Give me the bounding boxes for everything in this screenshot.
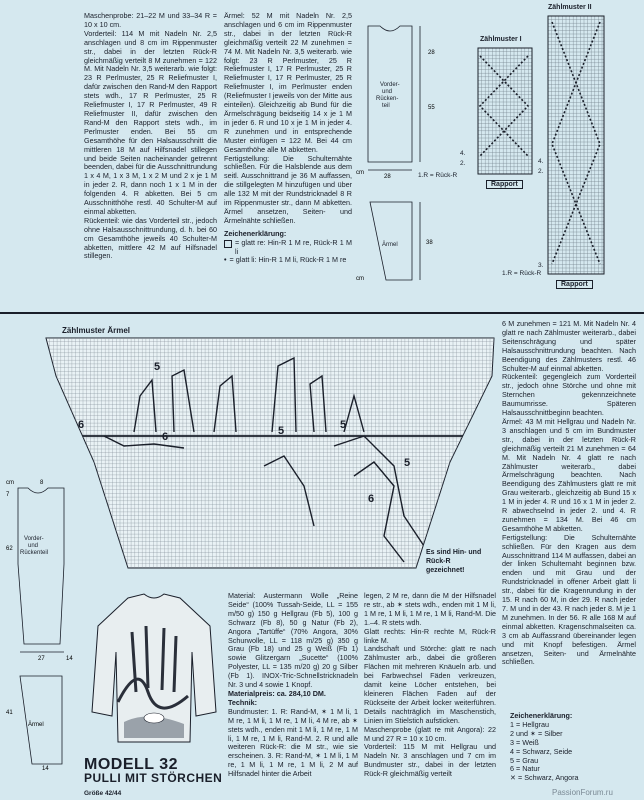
sleeve-chart-number: 5 bbox=[340, 419, 347, 431]
material-p3: Technik: bbox=[228, 697, 258, 707]
top-legend-1: = glatt re: Hin-R 1 M re, Rück-R 1 M li bbox=[235, 237, 352, 256]
mid-p2: Glatt rechts: Hin-R rechte M, Rück-R linke M. bbox=[364, 626, 496, 645]
top-legend-title: Zeichenerklärung: bbox=[224, 228, 287, 238]
bottom-legend-title: Zeichenerklärung: bbox=[510, 711, 573, 720]
bottom-legend-2: 2 und ✶ = Silber bbox=[510, 728, 563, 738]
front-piece-outline-2 bbox=[18, 488, 64, 644]
sweater-photo bbox=[88, 592, 220, 750]
model-subtitle: PULLI MIT STÖRCHEN bbox=[84, 771, 223, 785]
top-col1-p3: Rückenteil: wie das Vorderteil str., jedoch ohne Halsausschnittrundung, d. h. bei 60 cm Gesamthöhe jeweils 40 Schulter-M abketten, mittlere 42 M auf Hilfsnadel stillegen. bbox=[84, 215, 217, 261]
dim-cm2: cm bbox=[356, 276, 364, 282]
bottom-schem-sleeve-label: Ärmel bbox=[28, 722, 44, 728]
bottom-col-mid bbox=[364, 592, 496, 779]
b-dim-41: 41 bbox=[6, 710, 13, 716]
mid-p5: Vorderteil: 115 M mit Hellgrau und Nadeln Nr. 3 anschlagen und 7 cm im Bundmuster str., dabei in der letzten Rück-R gleichmäßig verteilt bbox=[364, 742, 496, 779]
top-col2-p2: Fertigstellung: Die Schulternähte schließen. Für die Halsblende aus dem seitl. Ausschnittrand je 36 M auffassen, die stillgelegten M hinzufügen und über alle 132 M mit der Rundstricknadel 8 R im Rippenmuster str., dann M abketten. Ärmel ansetzen, Seiten- und Ärmelnähte schließen. bbox=[224, 153, 352, 225]
chart1-row4: 4. bbox=[460, 150, 466, 157]
b-dim-27: 27 bbox=[38, 656, 45, 662]
model-size: Größe 42/44 bbox=[84, 790, 122, 797]
chart2-row4: 4. bbox=[538, 158, 544, 165]
material-p2: Materialpreis: ca. 284,10 DM. bbox=[228, 688, 326, 698]
model-title: MODELL 32 bbox=[84, 756, 178, 773]
top-col2-p1: Ärmel: 52 M mit Nadeln Nr. 2,5 anschlagen und 6 cm im Rippenmuster str., dabei in der letzten Rück-R gleichmäßig verteilt 22 M zunehmen = 74 M. Mit Nadeln Nr. 3,5 weiterarb. wie folgt: 23 R Perlmuster, 25 R Reliefmuster I, 17 R Perlmuster, 25 R Reliefmuster I, 17 R Perlmuster, 25 R Reliefmuster I, im Perlmuster enden (Reliefmuster I jeweils von der Mitte aus einteilen). Gleichzeitig ab Bund für die Ärmelschrägung beidseitig 14 x je 1 M in jeder 6. R und 10 x je 1 M in jeder 4. R zunehmen und in entsprechende Muster einfügen = 122 M. Bei 44 cm Gesamthöhe alle M abketten. bbox=[224, 11, 352, 154]
sleeve-piece-outline bbox=[370, 202, 412, 280]
b-dim-cm: cm bbox=[6, 480, 14, 486]
chart2-row2: 2. bbox=[538, 168, 544, 175]
sleeve-chart-title: Zählmuster Ärmel bbox=[62, 326, 131, 335]
sleeve-chart-number: 6 bbox=[162, 431, 169, 443]
top-schem-front-label: Vorder-und Rücken-teil bbox=[376, 82, 400, 109]
bottom-schem-front-label: Vorder-und Rückenteil bbox=[20, 536, 49, 556]
bottom-legend-1: 1 = Hellgrau bbox=[510, 719, 549, 729]
dim-28b: 28 bbox=[384, 174, 391, 180]
dim-55: 55 bbox=[428, 105, 435, 111]
right-p1: 6 M zunehmen = 121 M. Mit Nadeln Nr. 4 glatt re nach Zählmuster weiterarb., dabei Seitenschrägung und später Halsausschnittrundung beachten. Nach Beendigung des Zählmusters restl. 46 Schulter-M auf einmal abketten. bbox=[502, 319, 636, 373]
sleeve-chart-note: Es sind Hin- und Rück-R gezeichnet! bbox=[426, 549, 482, 574]
chart1-title: Zählmuster I bbox=[480, 36, 522, 43]
chart2-row3: 3. bbox=[538, 262, 544, 269]
chart2-grid bbox=[546, 14, 606, 276]
bottom-col-material bbox=[228, 592, 358, 779]
material-p4: Bundmuster: 1. R: Rand-M, ✶ 1 M li, 1 M re, 1 M li, 1 M re, 1 M li, 4 M re, ab ✶ stets wdh., enden mit 1 M li, 1 M re, 1 M li, 1 M re, 1 M li, Rand-M. 2. R und alle weiteren Rück-R: die M str., wie sie erscheinen. 3. R: Rand-M, ✶ 1 M li, 1 M re, 1 M li, 1 M re, 1 M li, 2 M auf Hilfsnadel hinter die Arbeit bbox=[228, 706, 358, 779]
mid-p1: legen, 2 M re, dann die M der Hilfsnadel re str., ab ✶ stets wdh., enden mit 1 M li, 1 M re, 1 M li, 1 M re, 1 M li, Rand-M. Die 1.–4. R stets wdh. bbox=[364, 591, 496, 627]
sleeve-chart-number: 6 bbox=[368, 493, 375, 505]
chart1-row1: 1.R = Rück-R bbox=[418, 172, 458, 179]
b-dim-62: 62 bbox=[6, 546, 13, 552]
top-schematic bbox=[356, 14, 452, 288]
legend-dot-icon: • bbox=[224, 255, 227, 265]
bottom-legend bbox=[510, 712, 636, 783]
b-dim-7: 7 bbox=[6, 492, 10, 498]
sleeve-chart bbox=[44, 336, 496, 572]
sleeve-piece-outline-2 bbox=[20, 676, 62, 764]
mid-p4: Maschenprobe (glatt re mit Angora): 22 M und 27 R = 10 x 10 cm. bbox=[364, 724, 496, 743]
top-col1-p1: Maschenprobe: 21–22 M und 33–34 R = 10 x 10 cm. bbox=[84, 11, 217, 29]
dim-cm: cm bbox=[356, 170, 364, 176]
right-p2: Rückenteil: gegengleich zum Vorderteil str., jedoch ohne Störche und ohne mit Sternchen gekennzeichnete Baumumrisse. Späteren Halsausschnittbeginn beachten. bbox=[502, 372, 636, 418]
chart2-rapport: Rapport bbox=[556, 280, 593, 289]
chart2-title: Zählmuster II bbox=[548, 4, 592, 11]
top-schem-sleeve-label: Ärmel bbox=[382, 242, 398, 248]
top-legend-2: = glatt li: Hin-R 1 M li, Rück-R 1 M re bbox=[229, 255, 347, 265]
top-col2-text bbox=[224, 12, 352, 265]
watermark: PassionForum.ru bbox=[552, 788, 613, 797]
bottom-legend-3: 3 = Weiß bbox=[510, 737, 539, 747]
top-col1-p2: Vorderteil: 114 M mit Nadeln Nr. 2,5 anschlagen und 8 cm im Rippenmuster str., dabei in der letzten Rück-R gleichmäßig verteilt 8 M zunehmen = 122 M. Mit Nadeln Nr. 3,5 weiterarb. wie folgt: 23 R Perlmuster, 25 R Reliefmuster I, dafür zwischen den Rand-M den Rapport stets wdh., 17 R Perlmuster, 25 R Reliefmuster I, 17 R Perlmuster, 49 R Reliefmuster II, dafür zwischen den Rand-M den Rapport stets wdh., im Perlmuster enden. Bei 55 cm Gesamthöhe für den Halsausschnitt die mittleren 18 M auf Hilfsnadel stillegen und beide Seiten nacheinander getrennt beenden, dabei für die Ausschnittrundung 1 x 4 M, 1 x 3 M, 1 x 2 M und 2 x je 1 M in jeder 2. R, dann noch 1 x 1 M in der folgenden 4. R abketten. Bei 5 cm Ausschnitthöhe restl. 40 Schulter-M auf einmal abketten. bbox=[84, 28, 217, 216]
b-dim-8: 8 bbox=[40, 480, 44, 486]
mid-p3: Landschaft und Störche: glatt re nach Zählmuster arb., dabei die größeren Flächen mit mehreren Knäueln arb. und bei Farbwechsel Fäden verkreuzen, damit keine Löcher entstehen, bei kleineren Flächen Faden auf der Rückseite der Arbeit locker weiterführen. Details nachträglich im Maschenstich, Linien im Stielstich aufsticken. bbox=[364, 644, 496, 725]
material-p1: Material: Austermann Wolle „Reine Seide“ (100% Tussah-Seide, LL = 155 m/50 g) 150 g Hellgrau (Fb 5), 100 g Schwarz (Fb 8), 50 g Natur (Fb 2), Angora „Tartüffe“ (70% Angora, 30% Schurwolle, LL = 118 m/25 g) 350 g Grau (Fb 18) und 25 g Weiß (Fb 1) sowie Glitzergarn „Sucette“ (100% Polyester, LL = 135 m/20 g) 20 g Silber (Fb 1). INOX-Tric-Schnellstricknadeln Nr. 3 und 4 sowie 1 Knopf. bbox=[228, 591, 358, 690]
sleeve-chart-number: 5 bbox=[154, 361, 161, 373]
sleeve-chart-number: 5 bbox=[404, 457, 411, 469]
chart1-grid bbox=[476, 46, 534, 176]
sleeve-chart-number: 6 bbox=[78, 419, 85, 431]
right-p3: Ärmel: 43 M mit Hellgrau und Nadeln Nr. 3 anschlagen und 5 cm im Bundmuster str., dabei in der letzten Rück-R gleichmäßig verteilt 21 M zunehmen = 64 M. Mit Nadeln Nr. 4 glatt re nach Zählmuster weiterarb., dabei Ärmelschrägung beachten. Nach Beendigung des Zählmusters glatt re mit Grau weiterarb., gleichzeitig ab Bund 15 x 1 M in jeder 4. R und 16 x 1 M in jeder 2. R abwechselnd in jeder 2. und 4. R zunehmen = 134 M. Bei 46 cm Gesamthöhe M abketten. bbox=[502, 416, 636, 533]
bottom-schematic bbox=[2, 474, 92, 770]
top-col1-text bbox=[84, 12, 217, 261]
section-divider bbox=[0, 312, 644, 314]
b-dim-14: 14 bbox=[66, 656, 73, 662]
right-p4: Fertigstellung: Die Schulternähte schließen. Für den Kragen aus dem Ausschnittrand 114 M auffassen, dabei an der linken Schulternaht beginnen bzw. enden und mit Grau und der Rundstricknadel in offener Arbeit glatt li str., dabei für die Kragenrundung in der 15. R nach 60 M, in der 29. R nach jeder 7. M und in der 43. R nach jeder 8. M je 1 M zunehmen. In der 56. R alle 168 M auf einmal abketten. Kragenschmalseiten ca. 3 cm ab Auffassrand übereinander legen und mit Knopf befestigen. Ärmel ansetzen, Seiten- und Ärmelnähte schließen. bbox=[502, 532, 636, 667]
b-dim-14b: 14 bbox=[42, 766, 49, 770]
sleeve-chart-number: 5 bbox=[278, 425, 285, 437]
bottom-col-right bbox=[502, 320, 636, 667]
chart1-row2: 2. bbox=[460, 160, 466, 167]
legend-empty-box-icon bbox=[224, 240, 232, 248]
bottom-legend-7: ✕ = Schwarz, Angora bbox=[510, 773, 579, 783]
chart1-rapport: Rapport bbox=[486, 180, 523, 189]
dim-38: 38 bbox=[426, 240, 433, 246]
bottom-legend-5: 5 = Grau bbox=[510, 755, 539, 765]
chart2-row1: 1.R = Rück-R bbox=[502, 270, 542, 277]
bottom-legend-4: 4 = Schwarz, Seide bbox=[510, 746, 573, 756]
bottom-legend-6: 6 = Natur bbox=[510, 764, 540, 774]
dim-28: 28 bbox=[428, 50, 435, 56]
